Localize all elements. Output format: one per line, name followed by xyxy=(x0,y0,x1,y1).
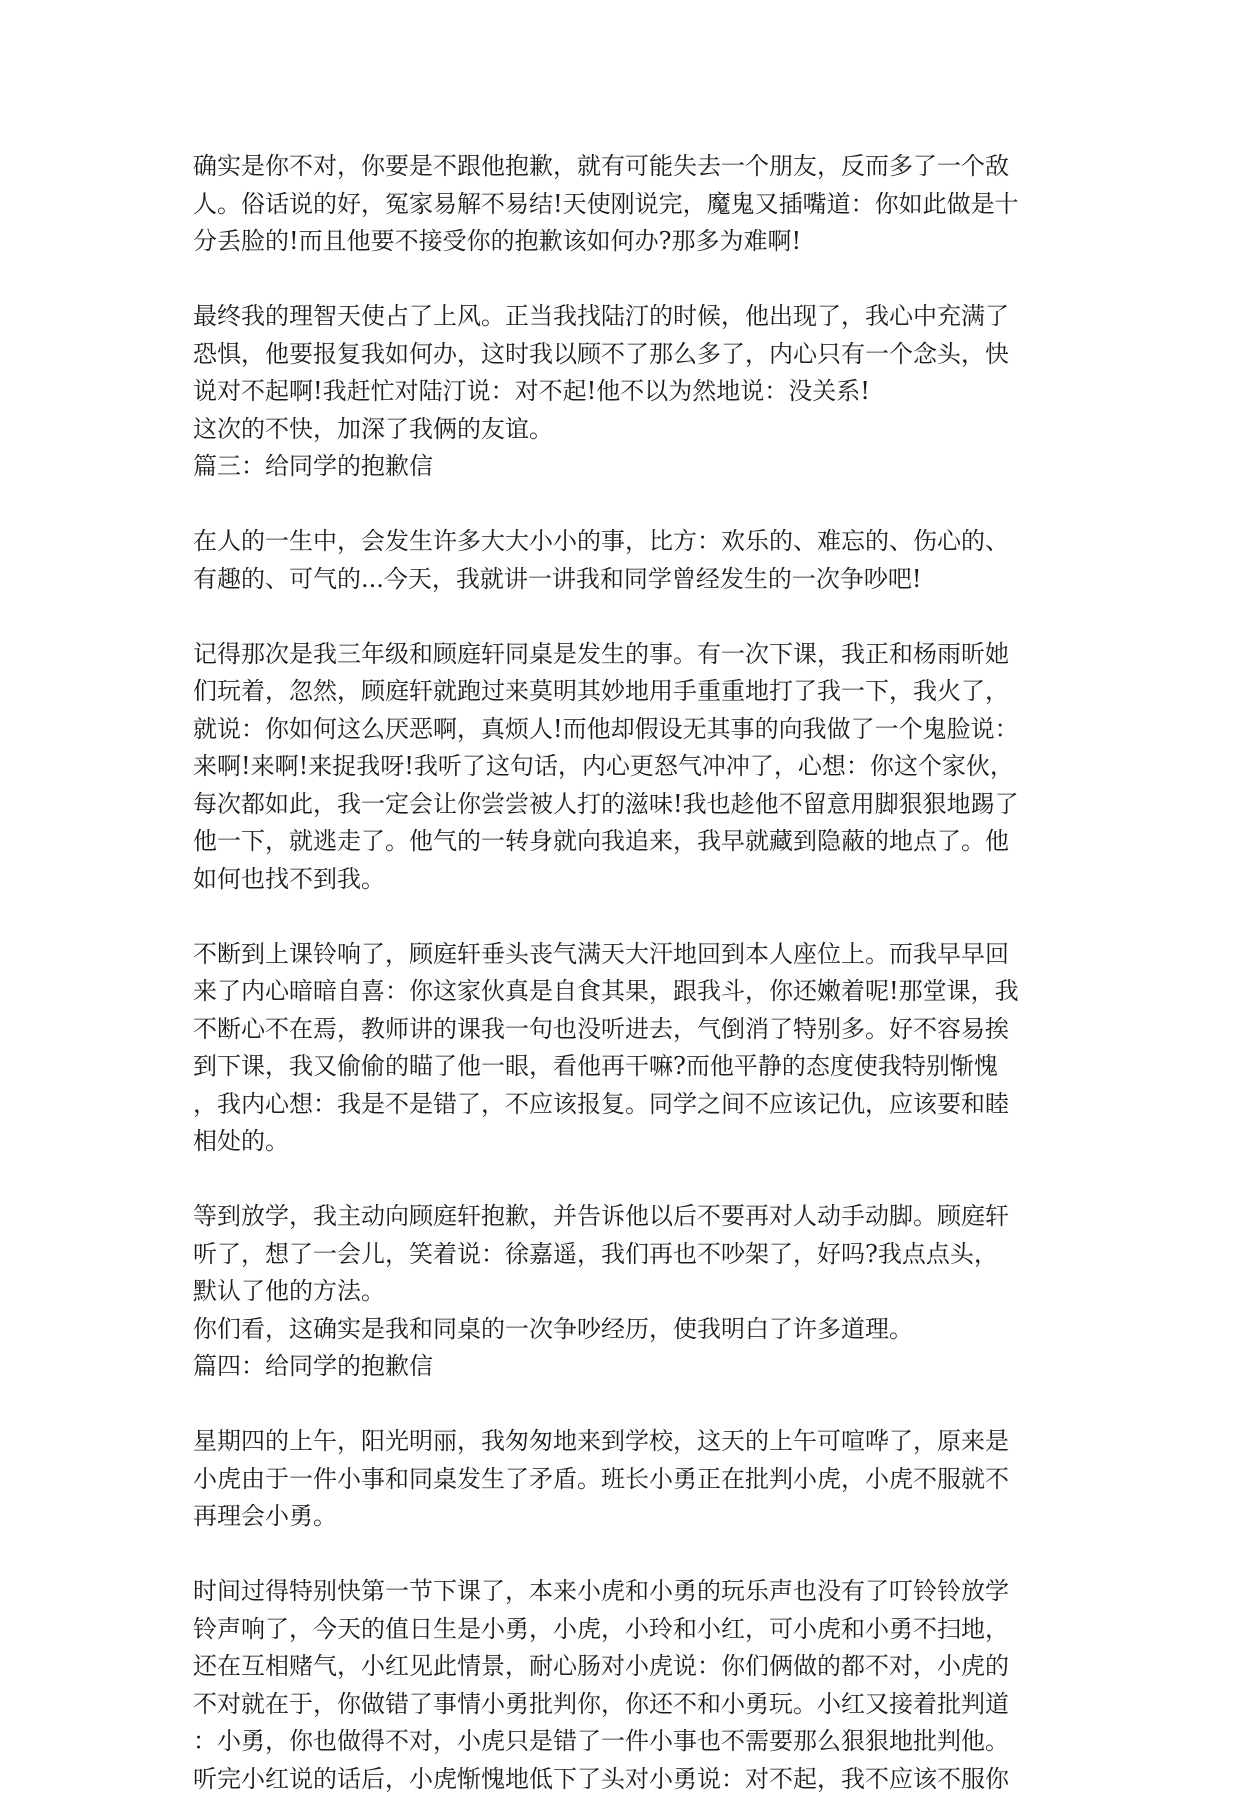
document-body xyxy=(193,148,1049,1798)
paragraph-gap xyxy=(193,1536,1049,1574)
paragraph-gap xyxy=(193,486,1049,524)
indented-paragraph xyxy=(193,1348,1049,1386)
paragraph xyxy=(193,298,1049,411)
text-line: 如何也找不到我。 xyxy=(193,861,1049,899)
text-line: 你们看，这确实是我和同桌的一次争吵经历，使我明白了许多道理。 xyxy=(193,1311,1049,1349)
text-line: 篇三：给同学的抱歉信 xyxy=(193,448,1049,486)
paragraph xyxy=(193,1423,1049,1536)
text-line: 来了内心暗暗自喜：你这家伙真是自食其果，跟我斗，你还嫩着呢!那堂课，我 xyxy=(193,973,1049,1011)
text-line: 再理会小勇。 xyxy=(193,1498,1049,1536)
text-line: 们玩着，忽然，顾庭轩就跑过来莫明其妙地用手重重地打了我一下，我火了， xyxy=(193,673,1049,711)
text-line: 就说：你如何这么厌恶啊，真烦人!而他却假设无其事的向我做了一个鬼脸说： xyxy=(193,711,1049,749)
text-line: 听完小红说的话后，小虎惭愧地低下了头对小勇说：对不起，我不应该不服你 xyxy=(193,1761,1049,1798)
text-line: 相处的。 xyxy=(193,1123,1049,1161)
text-line: 记得那次是我三年级和顾庭轩同桌是发生的事。有一次下课，我正和杨雨昕她 xyxy=(193,636,1049,674)
paragraph xyxy=(193,148,1049,261)
text-line: 来啊!来啊!来捉我呀!我听了这句话，内心更怒气冲冲了，心想：你这个家伙， xyxy=(193,748,1049,786)
paragraph xyxy=(193,936,1049,1161)
text-line: 分丢脸的!而且他要不接受你的抱歉该如何办?那多为难啊! xyxy=(193,223,1049,261)
paragraph-gap xyxy=(193,898,1049,936)
text-line: 有趣的、可气的...今天，我就讲一讲我和同学曾经发生的一次争吵吧! xyxy=(193,561,1049,599)
text-line: ，我内心想：我是不是错了，不应该报复。同学之间不应该记仇，应该要和睦 xyxy=(193,1086,1049,1124)
paragraph xyxy=(193,1573,1049,1798)
text-line: ：小勇，你也做得不对，小虎只是错了一件小事也不需要那么狠狠地批判他。 xyxy=(193,1723,1049,1761)
indented-paragraph xyxy=(193,411,1049,449)
text-line: 到下课，我又偷偷的瞄了他一眼，看他再干嘛?而他平静的态度使我特别惭愧 xyxy=(193,1048,1049,1086)
text-line: 不对就在于，你做错了事情小勇批判你，你还不和小勇玩。小红又接着批判道 xyxy=(193,1686,1049,1724)
text-line: 还在互相赌气，小红见此情景，耐心肠对小虎说：你们俩做的都不对，小虎的 xyxy=(193,1648,1049,1686)
paragraph xyxy=(193,1198,1049,1311)
text-line: 恐惧，他要报复我如何办，这时我以顾不了那么多了，内心只有一个念头，快 xyxy=(193,336,1049,374)
paragraph-gap xyxy=(193,598,1049,636)
paragraph-gap xyxy=(193,1386,1049,1424)
text-line: 等到放学，我主动向顾庭轩抱歉，并告诉他以后不要再对人动手动脚。顾庭轩 xyxy=(193,1198,1049,1236)
text-line: 他一下，就逃走了。他气的一转身就向我追来，我早就藏到隐蔽的地点了。他 xyxy=(193,823,1049,861)
indented-paragraph xyxy=(193,448,1049,486)
paragraph-gap xyxy=(193,261,1049,299)
text-line: 确实是你不对，你要是不跟他抱歉，就有可能失去一个朋友，反而多了一个敌 xyxy=(193,148,1049,186)
paragraph-gap xyxy=(193,1161,1049,1199)
text-line: 篇四：给同学的抱歉信 xyxy=(193,1348,1049,1386)
text-line: 不断到上课铃响了，顾庭轩垂头丧气满天大汗地回到本人座位上。而我早早回 xyxy=(193,936,1049,974)
text-line: 最终我的理智天使占了上风。正当我找陆汀的时候，他出现了，我心中充满了 xyxy=(193,298,1049,336)
text-line: 听了，想了一会儿，笑着说：徐嘉遥，我们再也不吵架了，好吗?我点点头， xyxy=(193,1236,1049,1274)
text-line: 默认了他的方法。 xyxy=(193,1273,1049,1311)
text-line: 星期四的上午，阳光明丽，我匆匆地来到学校，这天的上午可喧哗了，原来是 xyxy=(193,1423,1049,1461)
text-line: 说对不起啊!我赶忙对陆汀说：对不起!他不以为然地说：没关系! xyxy=(193,373,1049,411)
text-line: 铃声响了，今天的值日生是小勇，小虎，小玲和小红，可小虎和小勇不扫地， xyxy=(193,1611,1049,1649)
paragraph xyxy=(193,636,1049,899)
text-line: 这次的不快，加深了我俩的友谊。 xyxy=(193,411,1049,449)
text-line: 人。俗话说的好，冤家易解不易结!天使刚说完，魔鬼又插嘴道：你如此做是十 xyxy=(193,186,1049,224)
paragraph xyxy=(193,523,1049,598)
indented-paragraph xyxy=(193,1311,1049,1349)
text-line: 在人的一生中，会发生许多大大小小的事，比方：欢乐的、难忘的、伤心的、 xyxy=(193,523,1049,561)
text-line: 小虎由于一件小事和同桌发生了矛盾。班长小勇正在批判小虎，小虎不服就不 xyxy=(193,1461,1049,1499)
text-line: 不断心不在焉，教师讲的课我一句也没听进去，气倒消了特别多。好不容易挨 xyxy=(193,1011,1049,1049)
text-line: 时间过得特别快第一节下课了，本来小虎和小勇的玩乐声也没有了叮铃铃放学 xyxy=(193,1573,1049,1611)
text-line: 每次都如此，我一定会让你尝尝被人打的滋味!我也趁他不留意用脚狠狠地踢了 xyxy=(193,786,1049,824)
